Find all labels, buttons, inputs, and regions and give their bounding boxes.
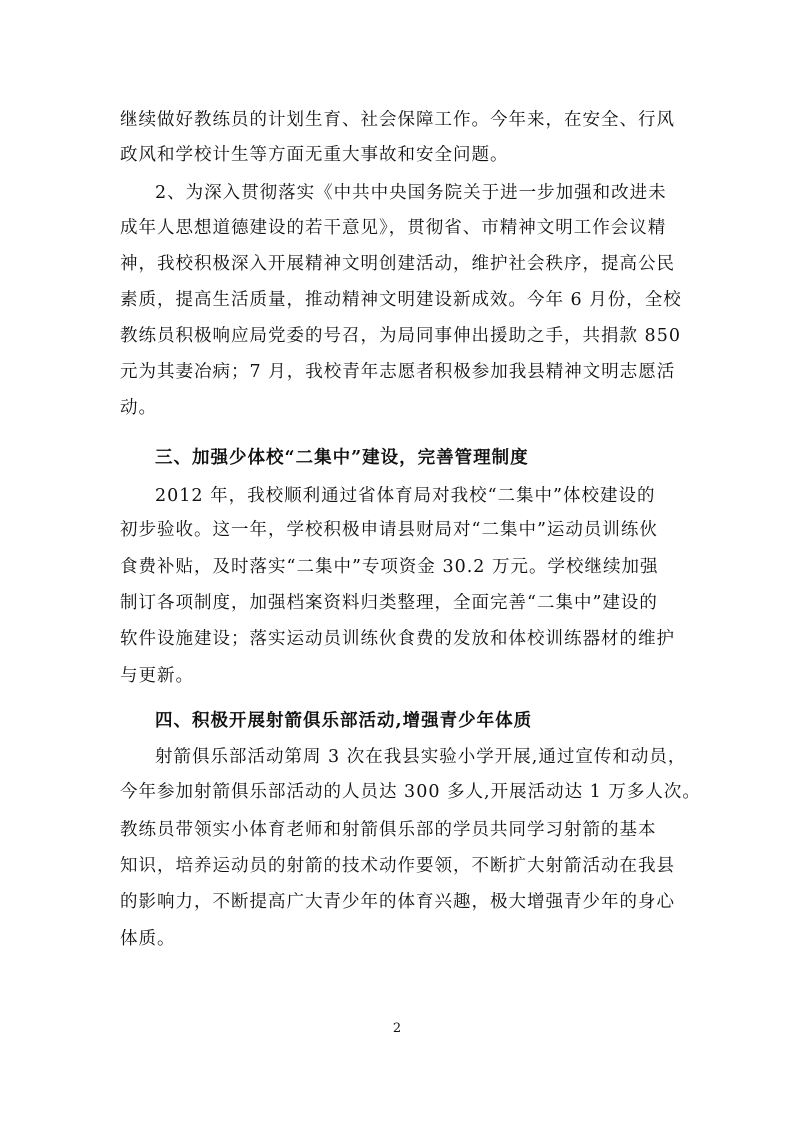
body-text-line: 知识，培养运动员的射箭的技术动作要领，不断扩大射箭活动在我县 [120, 856, 675, 876]
body-text-line: 与更新。 [120, 666, 194, 686]
body-text-line: 初步验收。这一年，学校积极申请县财局对“二集中”运动员训练伙 [120, 520, 658, 540]
body-text-line: 软件设施建设；落实运动员训练伙食费的发放和体校训练器材的维护 [120, 629, 675, 649]
paragraph-start-line: 2、为深入贯彻落实《中共中央国务院关于进一步加强和改进未 [155, 183, 667, 203]
body-text-line: 制订各项制度，加强档案资料归类整理，全面完善“二集中”建设的 [120, 593, 658, 613]
body-text-line: 食费补贴，及时落实“二集中”专项资金 30.2 万元。学校继续加强 [120, 557, 659, 577]
body-text-line: 神，我校积极深入开展精神文明创建活动，维护社会秩序，提高公民 [120, 254, 675, 274]
body-text-line: 继续做好教练员的计划生育、社会保障工作。今年来，在安全、行风 [120, 110, 675, 130]
paragraph-start-line: 射箭俱乐部活动第周 3 次在我县实验小学开展,通过宣传和动员， [155, 747, 687, 767]
body-text-line: 动。 [120, 398, 157, 418]
body-text-line: 教练员带领实小体育老师和射箭俱乐部的学员共同学习射箭的基本 [120, 820, 657, 840]
body-text-line: 素质，提高生活质量，推动精神文明建设新成效。今年 6 月份，全校 [120, 290, 682, 310]
body-text-line: 的影响力，不断提高广大青少年的体育兴趣，极大增强青少年的身心 [120, 892, 675, 912]
paragraph-start-line: 2012 年，我校顺利通过省体育局对我校“二集中”体校建设的 [155, 486, 656, 506]
section-heading-3: 三、加强少体校“二集中”建设，完善管理制度 [155, 448, 529, 468]
body-text-line: 体质。 [120, 929, 176, 949]
section-heading-4: 四、积极开展射箭俱乐部活动,增强青少年体质 [155, 711, 533, 731]
body-text-line: 教练员积极响应局党委的号召，为局同事伸出援助之手，共捐款 850 [120, 326, 681, 346]
page-number: 2 [392, 1021, 402, 1036]
body-text-line: 元为其妻冶病；7 月，我校青年志愿者积极参加我县精神文明志愿活 [120, 362, 676, 382]
body-text-line: 成年人思想道德建设的若干意见》，贯彻省、市精神文明工作会议精 [120, 218, 667, 238]
body-text-line: 今年参加射箭俱乐部活动的人员达 300 多人,开展活动达 1 万多人次。 [120, 782, 701, 802]
body-text-line: 政风和学校计生等方面无重大事故和安全问题。 [120, 145, 509, 165]
